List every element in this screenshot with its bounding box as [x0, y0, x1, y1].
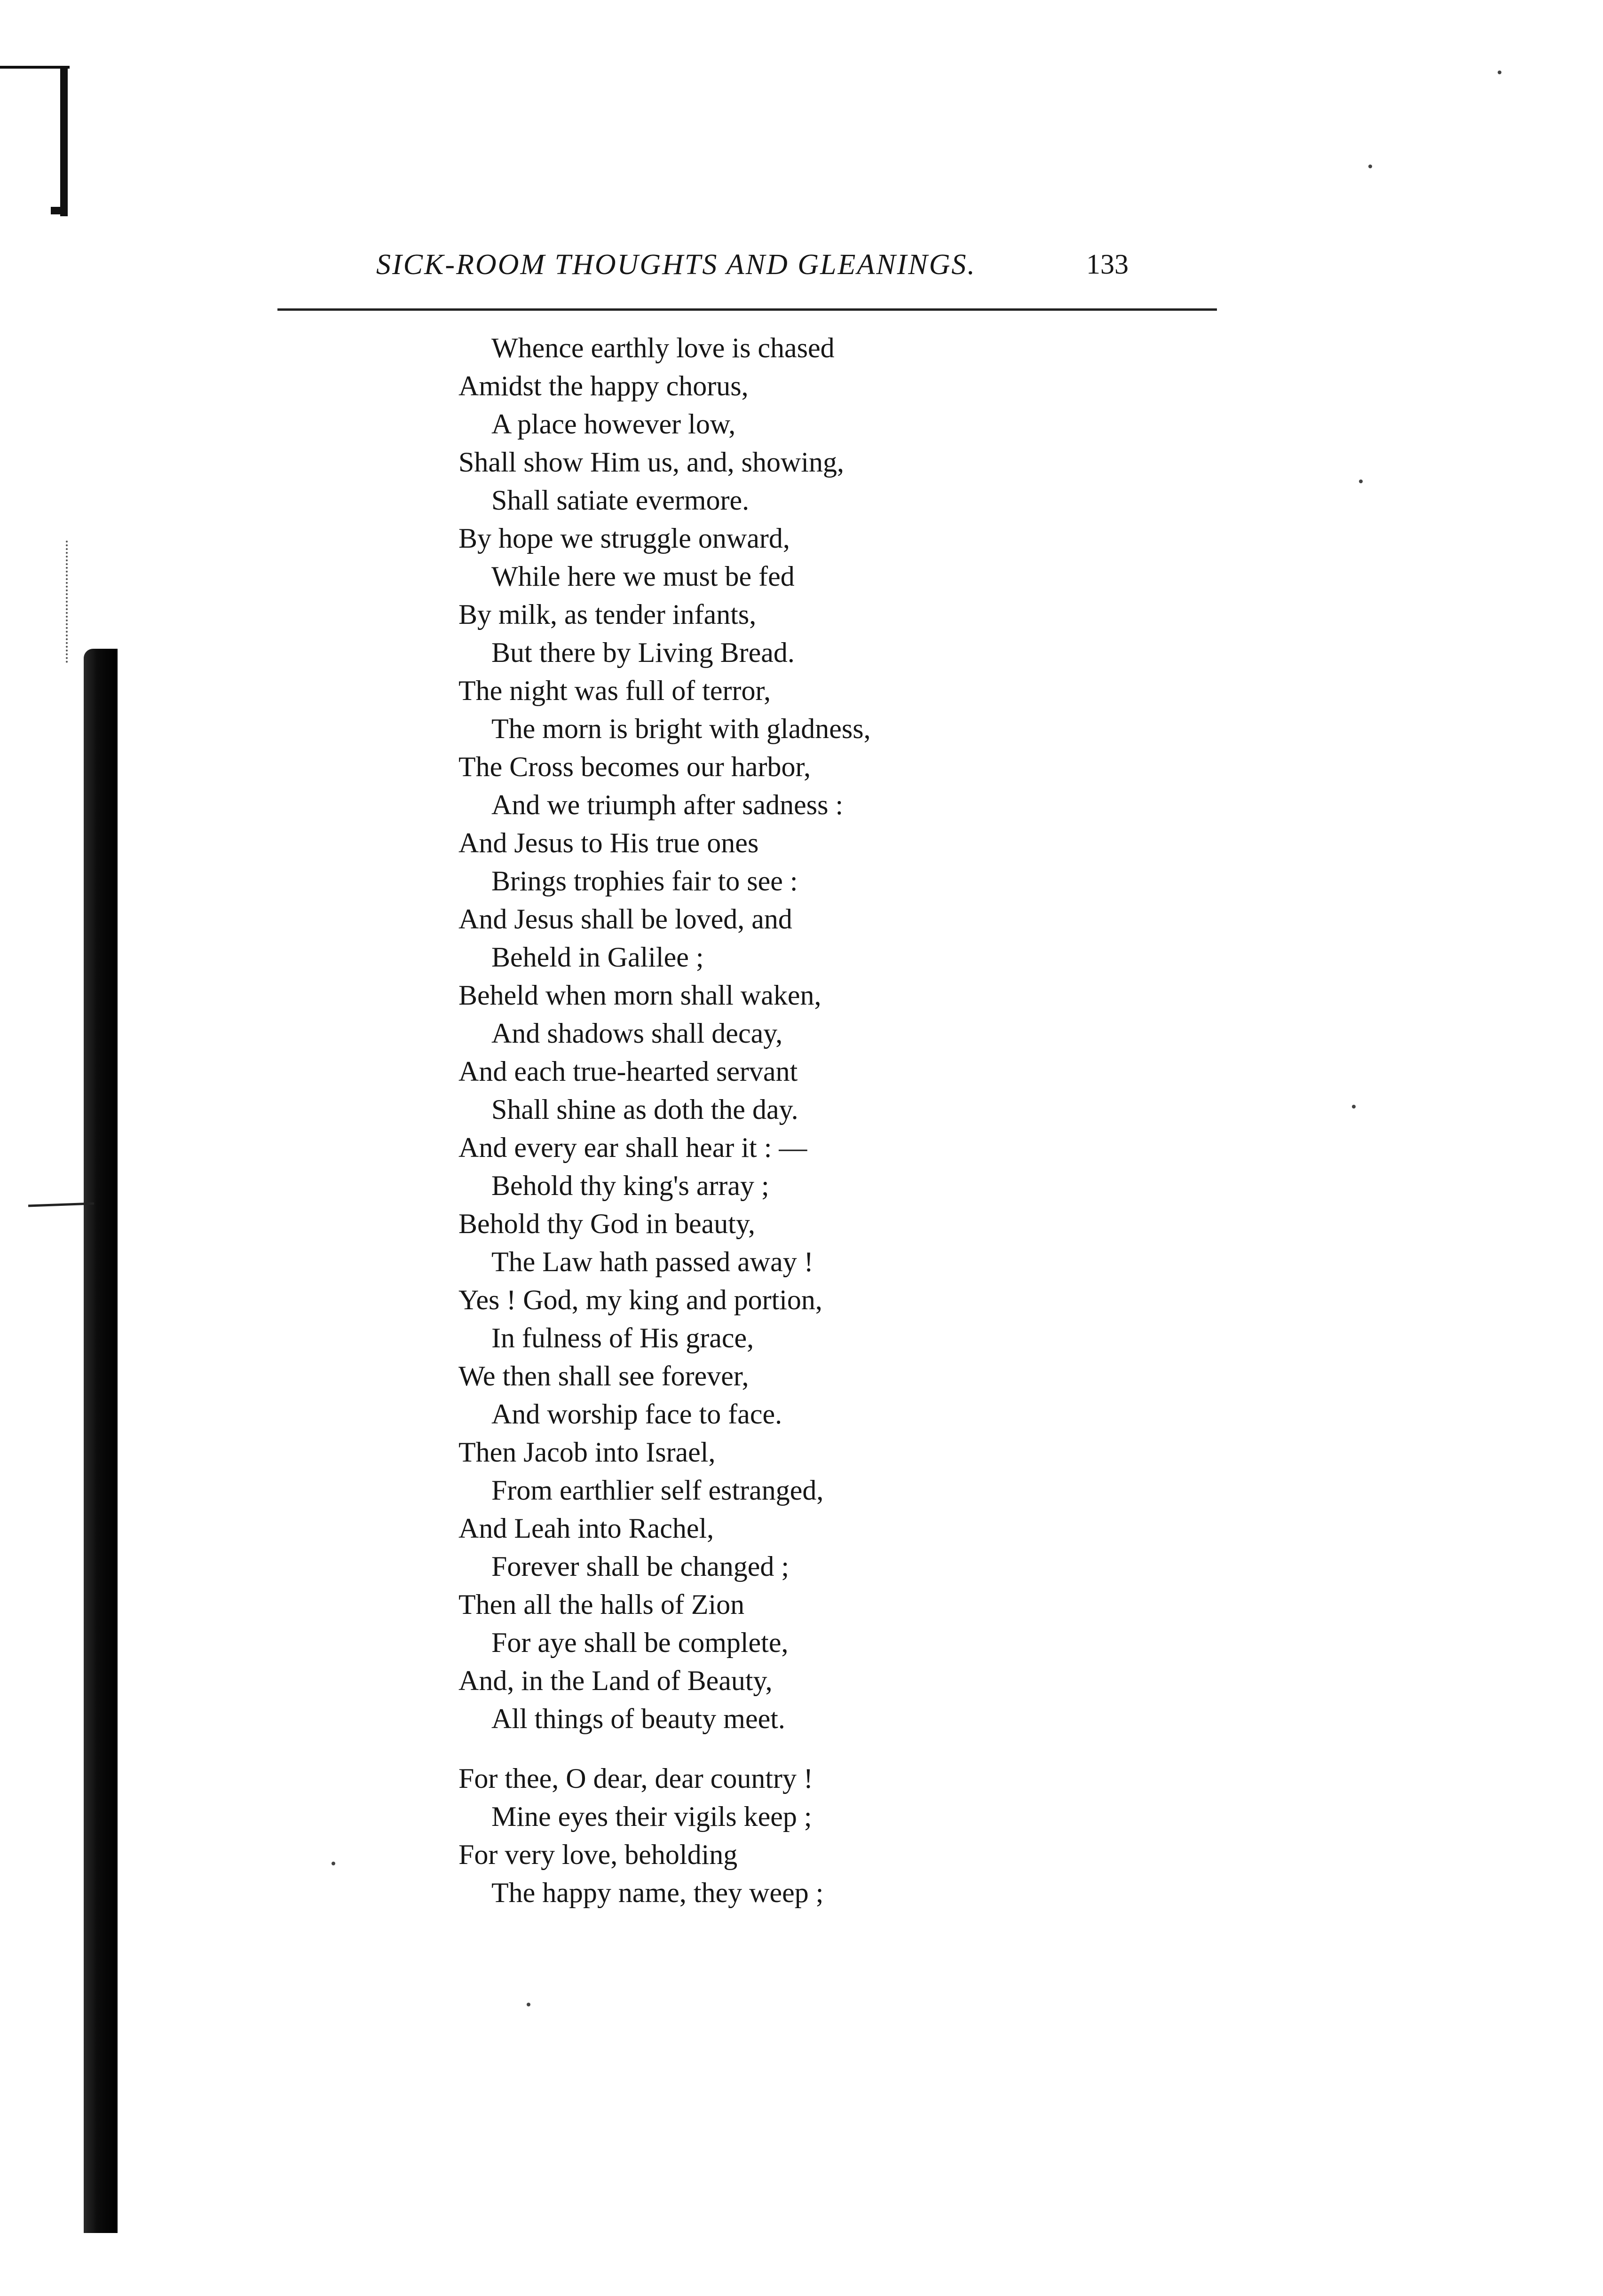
poem-line: Then Jacob into Israel,	[458, 1437, 716, 1468]
poem-line: Brings trophies fair to see :	[491, 865, 798, 896]
poem-line: And worship face to face.	[491, 1399, 782, 1430]
poem	[458, 329, 1023, 1912]
stanza	[458, 1760, 1023, 1912]
poem-line: And shadows shall decay,	[491, 1018, 783, 1049]
header-rule	[277, 308, 1217, 311]
poem-line: Amidst the happy chorus,	[458, 370, 749, 401]
poem-line: Whence earthly love is chased	[491, 332, 835, 363]
scan-bracket-vertical	[60, 66, 68, 216]
poem-line: Yes ! God, my king and portion,	[458, 1284, 822, 1315]
poem-line: Then all the halls of Zion	[458, 1589, 745, 1620]
poem-line: Behold thy king's array ;	[491, 1170, 769, 1201]
poem-line: And Jesus to His true ones	[458, 827, 759, 858]
scan-speck	[1498, 71, 1501, 74]
running-header	[376, 248, 1129, 286]
scan-speck	[1359, 480, 1363, 483]
poem-line: The Law hath passed away !	[491, 1246, 813, 1277]
poem-line: Mine eyes their vigils keep ;	[491, 1801, 812, 1832]
scan-speck	[332, 1862, 335, 1865]
stanza	[458, 329, 1023, 1738]
poem-line: And Jesus shall be loved, and	[458, 904, 792, 935]
binding-dots	[66, 541, 71, 663]
poem-line: The night was full of terror,	[458, 675, 771, 706]
poem-line: But there by Living Bread.	[491, 637, 795, 668]
poem-line: While here we must be fed	[491, 561, 795, 592]
poem-line: Beheld when morn shall waken,	[458, 980, 821, 1011]
poem-line: By hope we struggle onward,	[458, 523, 790, 554]
poem-line: For very love, beholding	[458, 1839, 738, 1870]
page-number: 133	[1086, 249, 1129, 280]
poem-line: Beheld in Galilee ;	[491, 942, 704, 973]
poem-line: And every ear shall hear it : —	[458, 1132, 807, 1163]
poem-line: Shall show Him us, and, showing,	[458, 447, 845, 478]
poem-line: Shall satiate evermore.	[491, 485, 750, 516]
poem-line: For thee, O dear, dear country !	[458, 1763, 813, 1794]
poem-line: The morn is bright with gladness,	[491, 713, 871, 744]
scan-bracket-foot	[51, 207, 68, 214]
poem-line: And, in the Land of Beauty,	[458, 1665, 773, 1696]
stanza-gap	[458, 1738, 1023, 1760]
scan-speck	[1368, 165, 1372, 168]
poem-line: Shall shine as doth the day.	[491, 1094, 798, 1125]
binding-shadow	[84, 649, 118, 2233]
poem-line: From earthlier self estranged,	[491, 1475, 824, 1506]
poem-line: Behold thy God in beauty,	[458, 1208, 756, 1239]
poem-line: All things of beauty meet.	[491, 1703, 785, 1734]
poem-line: By milk, as tender infants,	[458, 599, 757, 630]
poem-line: The happy name, they weep ;	[491, 1877, 824, 1908]
poem-line: And each true-hearted servant	[458, 1056, 798, 1087]
scan-speck	[1352, 1105, 1356, 1109]
scan-bracket-top	[0, 66, 70, 69]
poem-line: And we triumph after sadness :	[491, 789, 844, 820]
poem-line: The Cross becomes our harbor,	[458, 751, 811, 782]
poem-line: We then shall see forever,	[458, 1360, 749, 1392]
running-title: SICK-ROOM THOUGHTS AND GLEANINGS.	[376, 249, 976, 281]
poem-line: In fulness of His grace,	[491, 1322, 754, 1353]
scan-speck	[527, 2003, 530, 2006]
poem-line: A place however low,	[491, 409, 736, 440]
poem-line: For aye shall be complete,	[491, 1627, 789, 1658]
poem-line: Forever shall be changed ;	[491, 1551, 790, 1582]
poem-line: And Leah into Rachel,	[458, 1513, 714, 1544]
